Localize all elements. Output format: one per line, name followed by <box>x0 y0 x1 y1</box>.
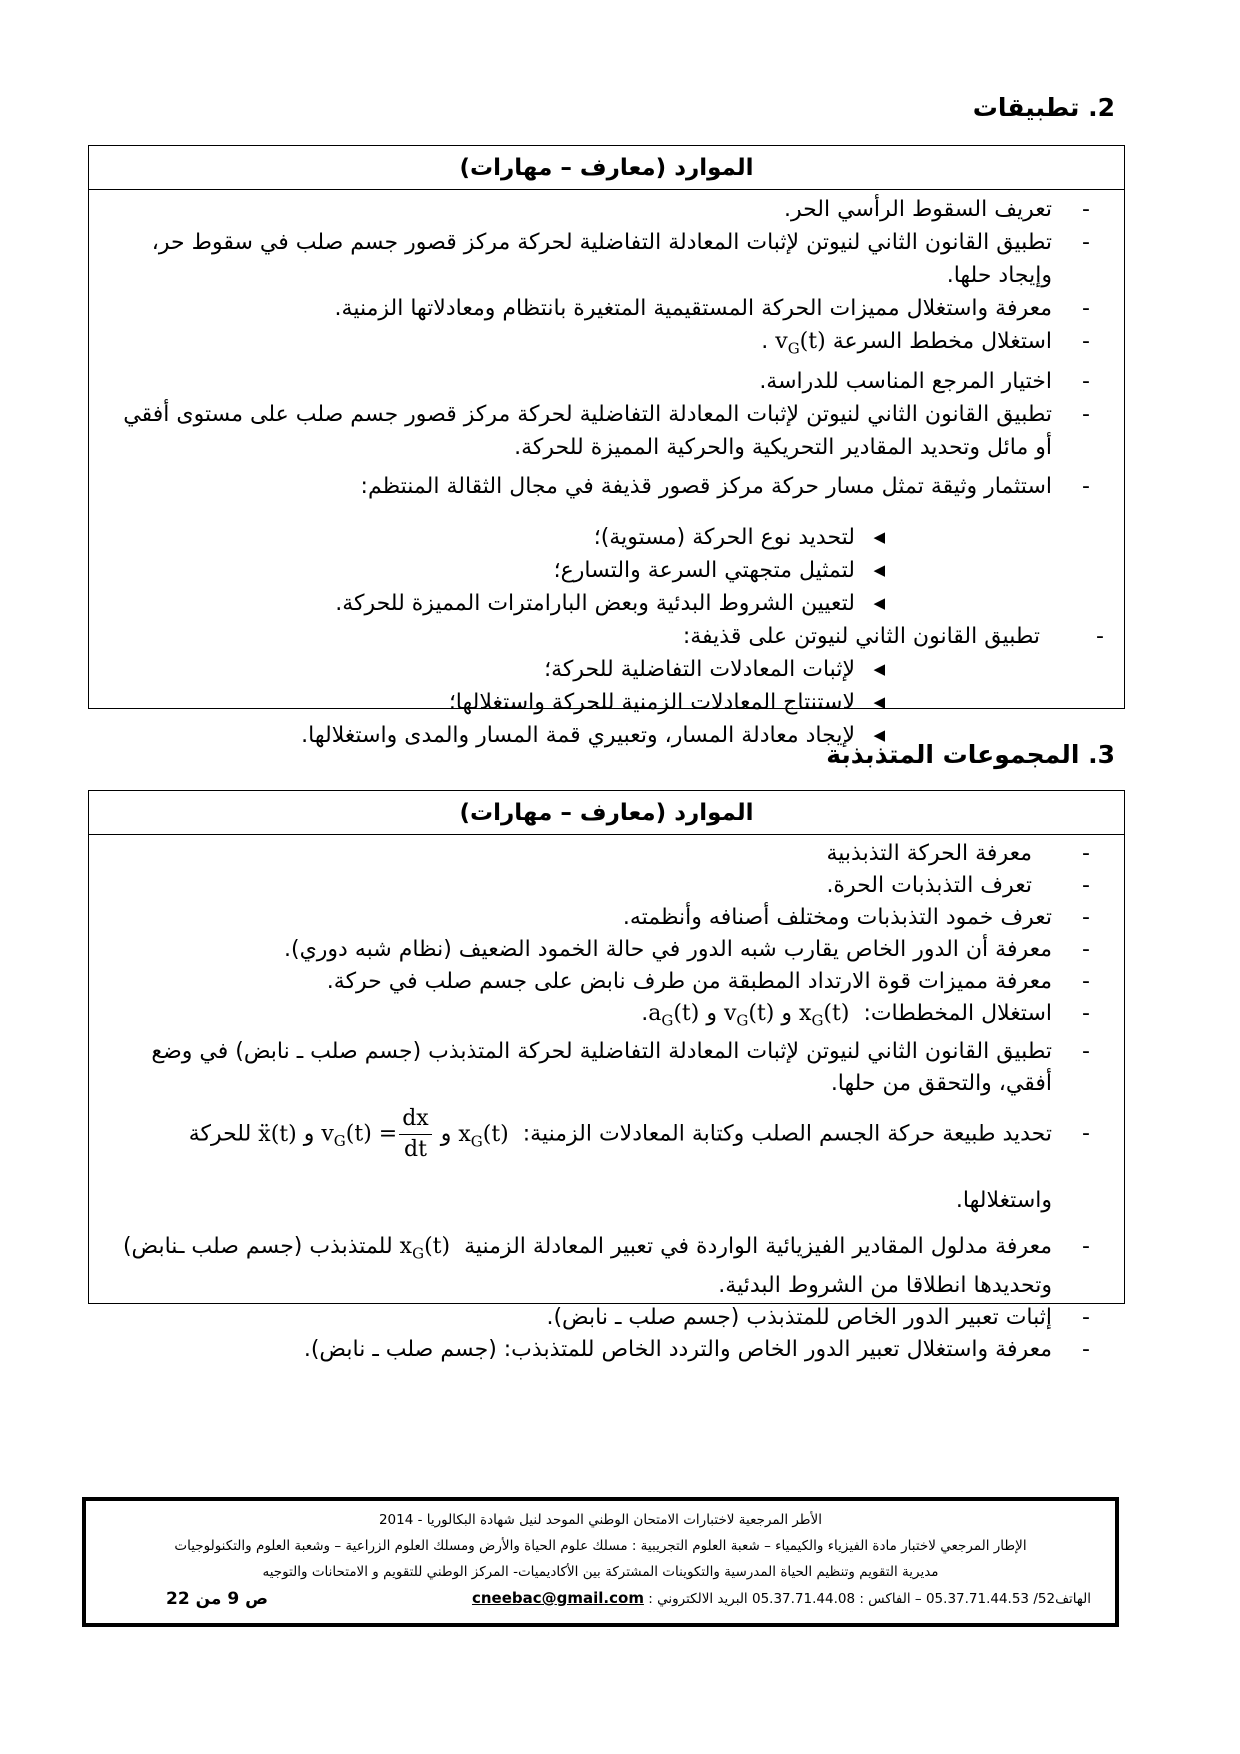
position-formula: $x_G(t)$ <box>399 1234 451 1263</box>
bullet-icon: ◀ <box>873 528 885 547</box>
footer-directorate: مديرية التقويم وتنظيم الحياة المدرسية والتكوينات المشتركة بين الأكاديميات- المركز الوطني للتقويم و الامتحانات والتوجيه <box>262 1564 939 1580</box>
resource-list <box>89 835 1124 1372</box>
list-item: - استغلال مخطط السرعة $v_G(t)$ . <box>103 325 1090 365</box>
list-item: - استثمار وثيقة تمثل مسار حركة مركز قصور قذيفة في مجال الثقالة المنتظم: <box>360 474 1090 500</box>
bullet-icon: ◀ <box>873 594 885 613</box>
list-item: - تحديد طبيعة حركة الجسم الصلب وكتابة المعادلات الزمنية: $x_G(t)$ و $v_G(t)$ = $\frac{dx}{dt}$ و ẍ(t) للحركة واستغلالها. <box>188 1106 1090 1214</box>
position-formula: $x_G(t)$ <box>458 1121 509 1151</box>
bullet-icon: ◀ <box>873 693 885 712</box>
acceleration-dot-formula: ẍ(t) <box>258 1121 297 1147</box>
resource-list <box>89 190 1124 758</box>
list-item: - معرفة الحركة التذبذبية <box>826 841 1090 866</box>
footer-contact: الهاتف52/ 05.37.71.44.53 – الفاكس : 05.37.71.44.08 البريد الالكتروني : <box>648 1591 1091 1607</box>
velocity-formula: $v_G(t)$ <box>723 1001 775 1030</box>
list-item: - تطبيق القانون الثاني لنيوتن على قذيفة: <box>682 624 1104 650</box>
list-item: - اختيار المرجع المناسب للدراسة. <box>759 369 1090 395</box>
acceleration-formula: $a_G(t)$ <box>648 1001 700 1030</box>
sub-list-item: ◀ لإثبات المعادلات التفاضلية للحركة؛ <box>103 653 1090 686</box>
list-item: - معرفة واستغلال تعبير الدور الخاص والتردد الخاص للمتذبذب: (جسم صلب ـ نابض). <box>303 1336 1090 1362</box>
section-title-applications: 2. تطبيقات <box>972 93 1115 122</box>
list-item: - تعريف السقوط الرأسي الحر. <box>783 197 1090 222</box>
footer-title: الأطر المرجعية لاختبارات الامتحان الوطني الموحد لنيل شهادة البكالوريا - 2014 <box>378 1512 823 1528</box>
list-item: - تطبيق القانون الثاني لنيوتن لإثبات المعادلة التفاضلية لحركة المتذبذب (جسم صلب ـ نابض) في وضع أفقي، والتحقق من حلها. <box>151 1039 1090 1097</box>
list-item: - معرفة أن الدور الخاص يقارب شبه الدور في حالة الخمود الضعيف (نظام شبه دوري). <box>284 937 1090 962</box>
velocity-derivative-formula: $v_G(t)$ = $\frac{dx}{dt}$ <box>321 1104 433 1171</box>
page-footer <box>82 1497 1119 1627</box>
sub-list-item: ◀ لإيجاد معادلة المسار، وتعبيري قمة المسار والمدى واستغلالها. <box>103 719 1090 752</box>
list-item: - إثبات تعبير الدور الخاص للمتذبذب (جسم صلب ـ نابض). <box>546 1304 1090 1330</box>
resources-table-applications <box>88 145 1125 749</box>
sub-list-item: ◀ لتعيين الشروط البدئية وبعض البارامترات المميزة للحركة. <box>103 587 1090 620</box>
list-item: - معرفة مدلول المقادير الفيزيائية الواردة في تعبير المعادلة الزمنية $x_G(t)$ للمتذبذب (جسم صلب ـنابض) وتحديدها انطلاقا من الشروط البدئية. <box>103 1231 1090 1301</box>
list-item: - تعرف التذبذبات الحرة. <box>826 873 1090 898</box>
table-header: الموارد (معارف – مهارات) <box>89 791 1124 835</box>
list-item: - تطبيق القانون الثاني لنيوتن لإثبات المعادلة التفاضلية لحركة مركز قصور جسم صلب على مستوى أفقي أو مائل وتحديد المقادير التحريكية والحركية المميزة للحركة. <box>123 402 1090 461</box>
resources-table-oscillating-systems <box>88 790 1125 1362</box>
sub-list-item: ◀ لاستنتاج المعادلات الزمنية للحركة واستغلالها؛ <box>103 686 1090 719</box>
email-link[interactable]: cneebac@gmail.com <box>471 1589 644 1607</box>
bullet-icon: ◀ <box>873 726 885 745</box>
list-item: - استغلال المخططات: $x_G(t)$ و $v_G(t)$ و $a_G(t)$. <box>103 998 1090 1036</box>
sub-list-item: ◀ لتحديد نوع الحركة (مستوية)؛ <box>103 521 1090 554</box>
footer-framework: الإطار المرجعي لاختبار مادة الفيزياء والكيمياء – شعبة العلوم التجريبية : مسلك علوم الحياة والأرض ومسلك العلوم الزراعية – وشعبة العلوم والتكنولوجيات <box>174 1538 1027 1554</box>
list-item: - تعرف خمود التذبذبات ومختلف أصنافه وأنظمته. <box>622 905 1090 930</box>
bullet-icon: ◀ <box>873 561 885 580</box>
page-number: ص 9 من 22 <box>166 1588 268 1609</box>
graphs-formula: $x_G(t)$ <box>799 1001 850 1030</box>
list-item: - معرفة واستغلال مميزات الحركة المستقيمية المتغيرة بانتظام ومعادلاتها الزمنية. <box>334 296 1090 321</box>
table-header: الموارد (معارف – مهارات) <box>89 146 1124 190</box>
bullet-icon: ◀ <box>873 660 885 679</box>
velocity-formula: $v_G(t)$ <box>775 329 826 358</box>
list-item: - معرفة مميزات قوة الارتداد المطبقة من طرف نابض على جسم صلب في حركة. <box>326 969 1090 994</box>
sub-list-item: ◀ لتمثيل متجهتي السرعة والتسارع؛ <box>103 554 1090 587</box>
footer-contact-row <box>86 1585 1115 1612</box>
section-title-oscillating-systems: 3. المجموعات المتذبذبة <box>826 740 1115 769</box>
list-item: - تطبيق القانون الثاني لنيوتن لإثبات المعادلة التفاضلية لحركة مركز قصور جسم صلب في سقوط حر، وإيجاد حلها. <box>151 230 1090 288</box>
